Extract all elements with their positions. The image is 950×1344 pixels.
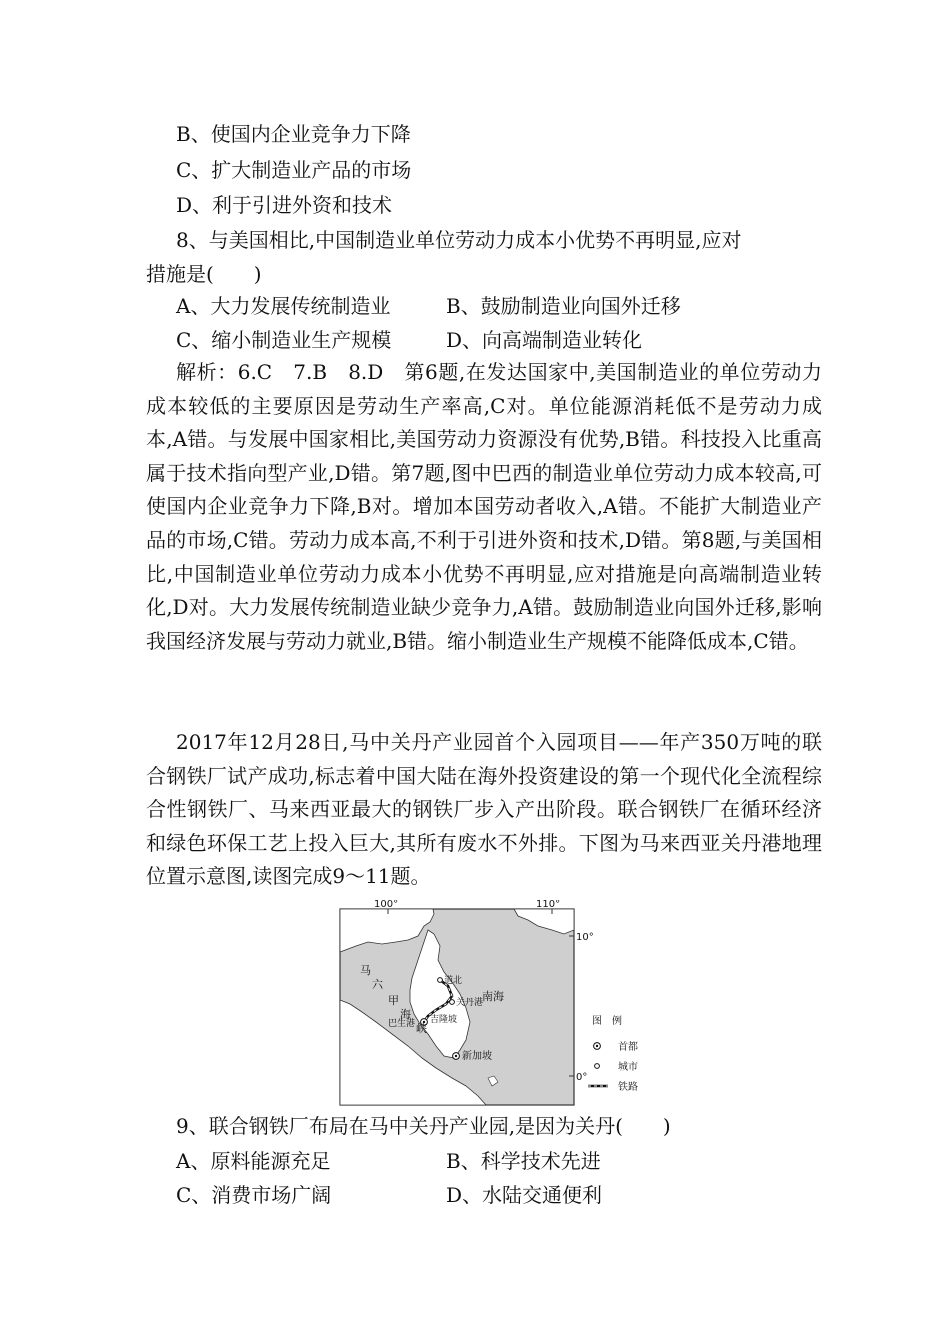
strait-char-4: 海 <box>400 1008 411 1021</box>
label-lat-10: 10° <box>576 932 594 943</box>
strait-char-5: 峡 <box>416 1022 427 1035</box>
q8-stem-line1: 8、与美国相比,中国制造业单位劳动力成本小优势不再明显,应对 <box>176 228 742 252</box>
q8-option-c: C、缩小制造业生产规模 <box>176 328 392 352</box>
city-marker-daobei <box>438 978 443 983</box>
strait-char-3: 甲 <box>388 994 399 1007</box>
kuantan-port-map <box>338 900 656 1108</box>
legend-city-label: 城市 <box>618 1062 638 1073</box>
strait-char-2: 六 <box>372 978 383 991</box>
capital-dot-xinjiapo <box>455 1055 457 1057</box>
analysis-paragraph: 解析：6.C 7.B 8.D 第6题,在发达国家中,美国制造业的单位劳动力成本较低的主要原因是劳动生产率高,C对。单位能源消耗低不是劳动力成本,A错。与发展中国家相比,美国劳动力资源没有优势,B错。科技投入比重高属于技术指向型产业,D错。第7题,图中巴西的制造业单位劳动力成本较高,可使国内企业竞争力下降,B对。增加本国劳动者收入,A错。不能扩大制造业产品的市场,C错。劳动力成本高,不利于引进外资和技术,D错。第8题,与美国相比,中国制造业单位劳动力成本小优势不再明显,应对措施是向高端制造业转化,D对。大力发展传统制造业缺少竞争力,A错。鼓励制造业向国外迁移,影响我国经济发展与劳动力就业,B错。缩小制造业生产规模不能降低成本,C错。 <box>146 360 822 653</box>
legend-capital-dot <box>596 1045 598 1047</box>
legend-title: 图 例 <box>592 1016 622 1027</box>
q8-option-d: D、向高端制造业转化 <box>446 328 643 352</box>
city-marker-guandan <box>450 1000 455 1005</box>
label-guandan: 关丹港 <box>456 998 484 1008</box>
label-lon-110: 110° <box>536 900 561 910</box>
label-daobei: 道北 <box>444 976 463 986</box>
q8-stem-line2: 措施是( ) <box>146 262 262 286</box>
q9-option-c: C、消费市场广阔 <box>176 1183 332 1207</box>
label-jilongpo: 吉隆坡 <box>430 1015 458 1025</box>
legend-rail-label: 铁路 <box>618 1082 638 1093</box>
q9-option-d: D、水陆交通便利 <box>446 1183 603 1207</box>
label-nanhai: 南海 <box>482 990 504 1003</box>
label-xinjiapo: 新加坡 <box>462 1051 492 1062</box>
q9-stem: 9、联合钢铁厂布局在马中关丹产业园,是因为关丹( ) <box>176 1114 671 1138</box>
q8-option-b: B、鼓励制造业向国外迁移 <box>446 294 681 318</box>
legend-capital-label: 首都 <box>618 1042 638 1053</box>
intro-paragraph: 2017年12月28日,马中关丹产业园首个入园项目——年产350万吨的联合钢铁厂试产成功,标志着中国大陆在海外投资建设的第一个现代化全流程综合性钢铁厂、马来西亚最大的钢铁厂步入产出阶段。联合钢铁厂在循环经济和绿色环保工艺上投入巨大,其所有废水不外排。下图为马来西亚关丹港地理位置示意图,读图完成9～11题。 <box>146 730 822 889</box>
q8-option-a: A、大力发展传统制造业 <box>176 294 391 318</box>
q9-option-b: B、科学技术先进 <box>446 1149 601 1173</box>
q7-option-c: C、扩大制造业产品的市场 <box>176 158 412 182</box>
q7-option-d: D、利于引进外资和技术 <box>176 193 393 217</box>
q7-option-b: B、使国内企业竞争力下降 <box>176 122 411 146</box>
label-basheng: 巴生港 <box>388 1019 416 1029</box>
legend-city-icon <box>595 1064 600 1069</box>
label-lat-0: 0° <box>576 1072 588 1083</box>
q9-option-a: A、原料能源充足 <box>176 1149 331 1173</box>
label-lon-100: 100° <box>374 900 399 910</box>
strait-char-1: 马 <box>360 964 371 977</box>
